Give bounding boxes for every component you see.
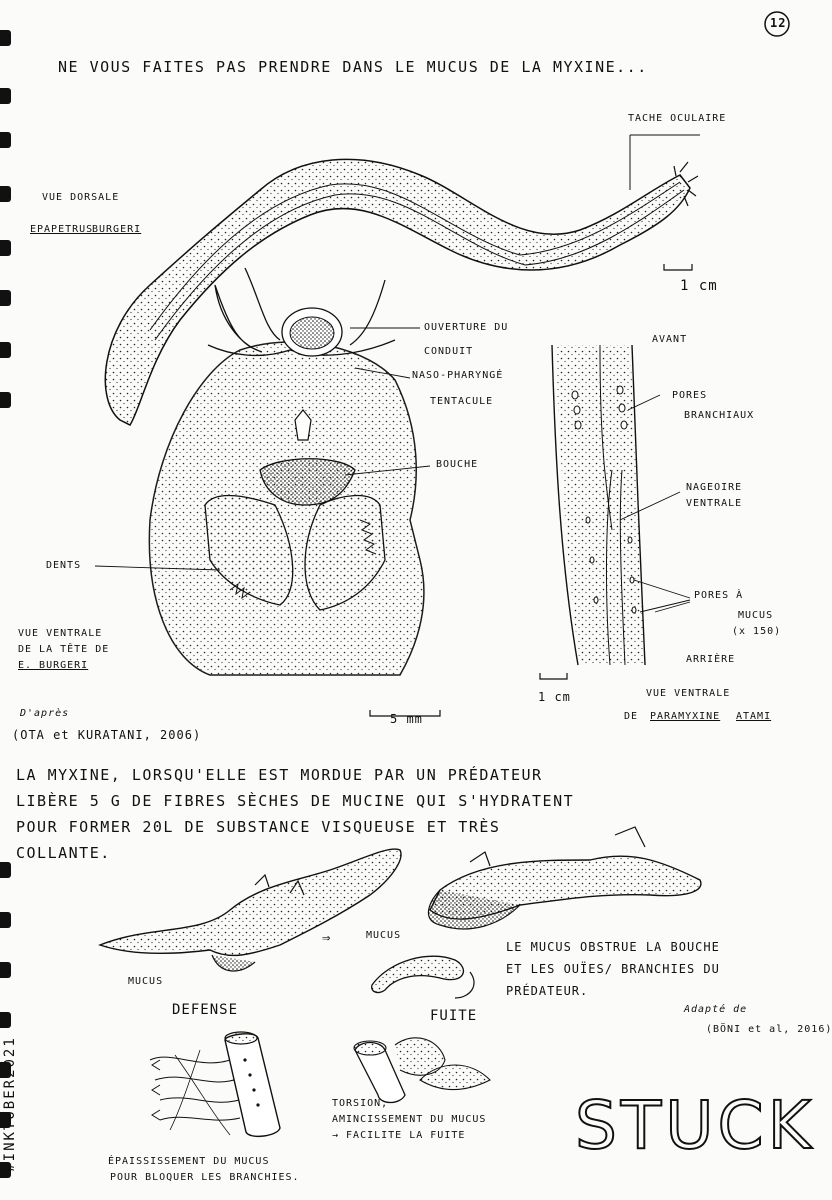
source-label-2: (OTA et KURATANI, 2006) <box>12 728 202 742</box>
mucus-label-left: MUCUS <box>128 976 164 987</box>
front-label: AVANT <box>652 334 688 345</box>
tentacle-label: TENTACULE <box>430 396 494 407</box>
flight-label: FUITE <box>430 1008 478 1024</box>
defense-label: DEFENSE <box>172 1002 239 1018</box>
mucus-label-right: MUCUS <box>366 930 402 941</box>
paragraph-line: POUR FORMER 20L DE SUBSTANCE VISQUEUSE ET TRÈS <box>16 818 501 836</box>
mucus-pores-label-1: PORES À <box>694 590 744 601</box>
twist-label-3: → FACILITE LA FUITE <box>332 1130 466 1141</box>
stuck-title: STUCK <box>575 1087 815 1164</box>
arrows-glyph: ⇒ <box>322 930 332 946</box>
dorsal-scale-label: 1 cm <box>680 278 718 294</box>
twist-label-2: AMINCISSEMENT DU MUCUS <box>332 1114 487 1125</box>
conduit-label-3: NASO-PHARYNGÉ <box>412 370 504 381</box>
dorsal-view-label: VUE DORSALE <box>42 192 120 203</box>
mucus-pores-label-2: MUCUS <box>738 610 774 621</box>
adapted-label-1: Adapté de <box>684 1004 748 1015</box>
paragraph-line: LIBÈRE 5 G DE FIBRES SÈCHES DE MUCINE QUI S'HYDRATENT <box>16 792 575 810</box>
head-caption-3: E. BURGERI <box>18 660 89 671</box>
ventral-caption-1: VUE VENTRALE <box>646 688 731 699</box>
head-caption-1: VUE VENTRALE <box>18 628 103 639</box>
ventral-body-drawing <box>540 345 690 679</box>
gill-pores-label-1: PORES <box>672 390 708 401</box>
ventral-species-name: ATAMI <box>736 711 772 722</box>
dorsal-species-name: BURGERI <box>92 224 142 235</box>
teeth-label: DENTS <box>46 560 82 571</box>
thicken-label-2: POUR BLOQUER LES BRANCHIES. <box>110 1172 300 1183</box>
mucus-paragraph <box>16 762 574 866</box>
head-caption-2: DE LA TÊTE DE <box>18 644 110 655</box>
conduit-label-1: OUVERTURE DU <box>424 322 509 333</box>
source-label-1: D'après <box>20 708 70 719</box>
ventral-caption-2: DE <box>624 711 639 722</box>
mouth-label: BOUCHE <box>436 459 479 470</box>
twist-label-1: TORSION, <box>332 1098 389 1109</box>
adapted-label-2: (BÖNI et al, 2016) <box>706 1024 832 1035</box>
eye-spot-label: TACHE OCULAIRE <box>628 113 727 124</box>
dorsal-species-genus: EPAPETRUS <box>30 224 94 235</box>
head-scale-label: 5 mm <box>390 712 423 726</box>
back-label: ARRIÈRE <box>686 654 736 665</box>
block-text-2: ET LES OUÏES/ BRANCHIES DU <box>506 962 720 976</box>
block-text-1: LE MUCUS OBSTRUE LA BOUCHE <box>506 940 720 954</box>
mucus-pores-label-3: (x 150) <box>732 626 782 637</box>
ventral-fin-label-2: VENTRALE <box>686 498 743 509</box>
conduit-label-2: CONDUIT <box>424 346 474 357</box>
ventral-species-genus: PARAMYXINE <box>650 711 721 722</box>
ventral-fin-label-1: NAGEOIRE <box>686 482 743 493</box>
paragraph-line: LA MYXINE, LORSQU'ELLE EST MORDUE PAR UN PRÉDATEUR <box>16 766 543 784</box>
page-number: 12 <box>770 16 787 30</box>
inktober-hashtag: #INKTOBER2021 <box>1 1036 18 1172</box>
paragraph-line: COLLANTE. <box>16 844 111 862</box>
gill-pores-label-2: BRANCHIAUX <box>684 410 755 421</box>
block-text-3: PRÉDATEUR. <box>506 984 589 998</box>
ventral-scale-label: 1 cm <box>538 690 571 704</box>
thicken-label-1: ÉPAISSISSEMENT DU MUCUS <box>108 1156 270 1167</box>
page-title: NE VOUS FAITES PAS PRENDRE DANS LE MUCUS DE LA MYXINE... <box>58 58 648 76</box>
